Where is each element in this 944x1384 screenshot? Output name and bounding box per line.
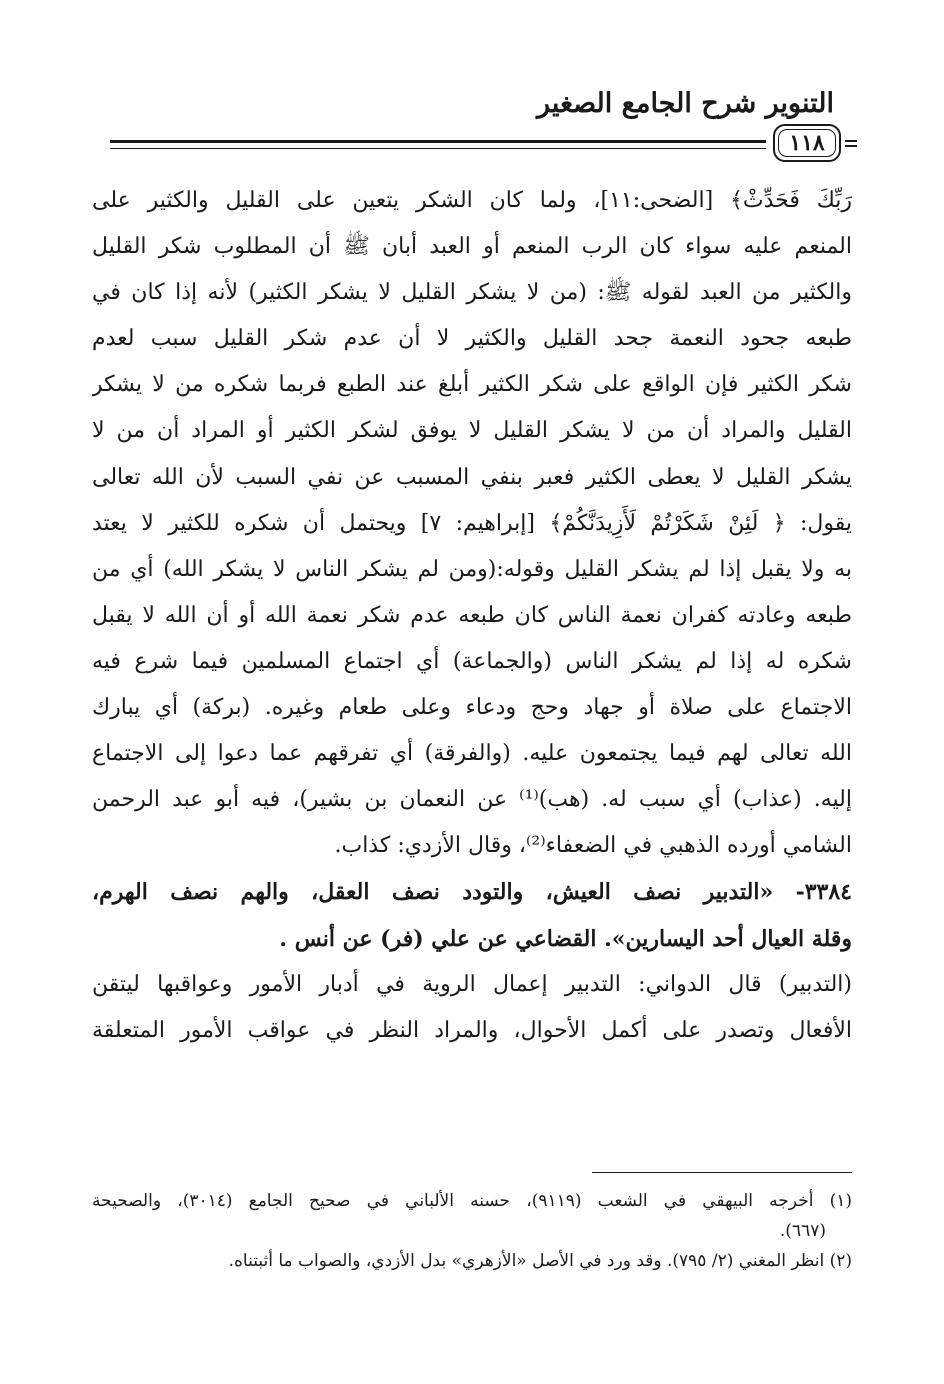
- text-line-7: يشكر القليل لا يعطى الكثير فعبر بنفي المسبب عن نفي السبب لأن الله تعالى: [92, 464, 852, 490]
- footnote-1-line-1: (١) أخرجه البيهقي في الشعب (٩١١٩)، حسنه الألباني في صحيح الجامع (٣٠١٤)، والصحيحة: [92, 1191, 852, 1211]
- text-line-6: القليل والمراد أن من لا يشكر القليل لا يوفق لشكر الكثير أو المراد أن من لا: [92, 418, 852, 444]
- text-line-3: والكثير من العبد لقوله ﷺ: (من لا يشكر القليل لا يشكر الكثير) لأنه إذا كان في: [92, 280, 852, 306]
- text-line-1: رَبِّكَ فَحَدِّثْ﴾ [الضحى:١١]، ولما كان الشكر يتعين على القليل والكثير على: [92, 188, 852, 213]
- footnotes: [92, 1186, 852, 1276]
- footnote-1-line-2: (٦٦٧).: [779, 1221, 826, 1241]
- footnote-rule: [592, 1172, 852, 1173]
- text-line-5: شكر الكثير فإن الواقع على شكر الكثير أبلغ عند الطبع فربما شكره من لا يشكر: [92, 372, 852, 398]
- page-number: ١١٨: [773, 124, 841, 162]
- header-tail-mark: [843, 136, 857, 150]
- text-line-18: (التدبير) قال الدواني: التدبير إعمال الروية في أدبار الأمور وعواقبها ليتقن: [92, 971, 852, 997]
- hadith-heading-line-1: ٣٣٨٤- «التدبير نصف العيش، والتودد نصف العقل، والهم نصف الهرم،: [92, 879, 852, 906]
- text-line-4: طبعه جحود النعمة جحد القليل والكثير لا أن عدم شكر القليل سبب لعدم: [92, 326, 852, 352]
- text-line-2: المنعم عليه سواء كان الرب المنعم أو العبد أبان ﷺ أن المطلوب شكر القليل: [92, 234, 852, 260]
- text-line-13: الله تعالى لهم فيما يجتمعون عليه. (والفرقة) أي تفرقهم عما دعوا إلى الاجتماع: [92, 741, 852, 767]
- text-line-15: الشامي أورده الذهبي في الضعفاء⁽²⁾، وقال الأزدي: كذاب.: [334, 833, 852, 859]
- text-line-14: إليه. (عذاب) أي سبب له. (هب)⁽¹⁾ عن النعمان بن بشير)، فيه أبو عبد الرحمن: [92, 787, 852, 813]
- footnote-2: (٢) انظر المغني (٢/ ٧٩٥). وقد ورد في الأصل «الأزهري» بدل الأزدي، والصواب ما أثبتناه.: [228, 1251, 852, 1271]
- running-title: التنوير شرح الجامع الصغير: [537, 88, 834, 119]
- text-line-9: به ولا يقبل إذا لم يشكر القليل وقوله:(ومن لم يشكر الناس لا يشكر الله) أي من: [92, 556, 852, 582]
- text-line-19: الأفعال وتصدر على أكمل الأحوال، والمراد النظر في عواقب الأمور المتعلقة: [92, 1017, 852, 1043]
- header-rule: [110, 140, 766, 149]
- hadith-heading-line-2: وقلة العيال أحد اليسارين». القضاعي عن علي (فر) عن أنس .: [279, 925, 852, 952]
- text-line-12: الاجتماع على صلاة أو جهاد وحج ودعاء وعلى طعام وغيره. (بركة) أي يبارك: [92, 695, 852, 721]
- body-text: [92, 178, 852, 1054]
- text-line-11: شكره له إذا لم يشكر الناس (والجماعة) أي اجتماع المسلمين فيما شرع فيه: [92, 648, 852, 674]
- text-line-8: يقول: ﴿ لَئِنْ شَكَرْتُمْ لَأَزِيدَنَّكُمْ﴾ [إبراهيم: ٧] ويحتمل أن شكره للكثير لا يعتد: [92, 510, 852, 536]
- text-line-10: طبعه وعادته كفران نعمة الناس كان طبعه عدم شكر نعمة الله أو أن الله لا يقبل: [92, 602, 852, 628]
